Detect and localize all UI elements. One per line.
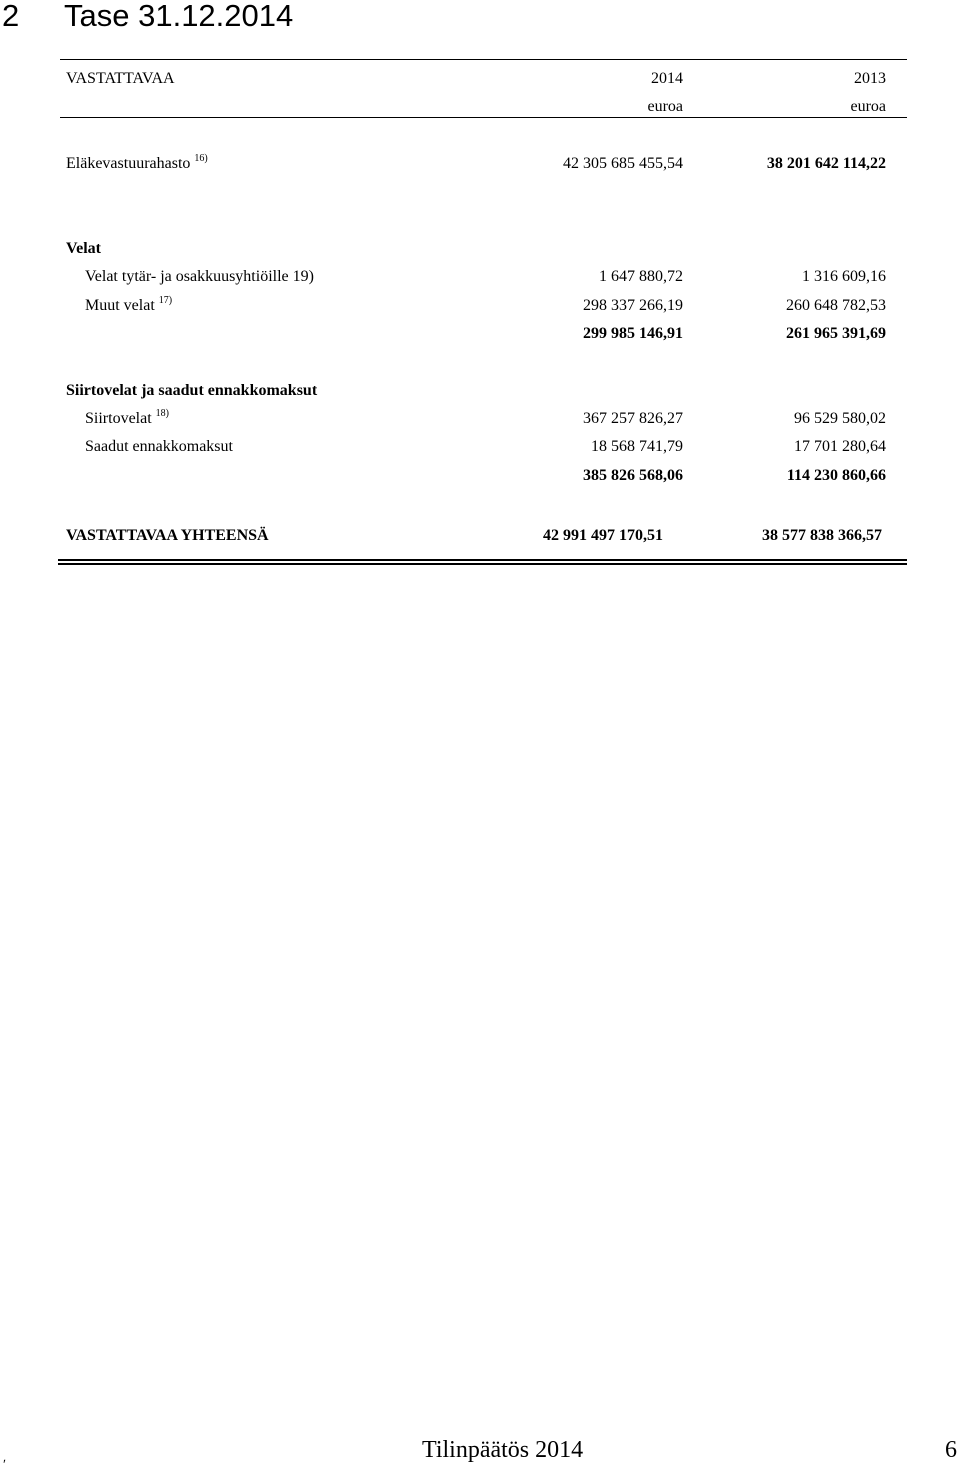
footnote-ref: 16) (194, 153, 208, 164)
velat-row2-2013: 260 648 782,53 (786, 297, 886, 314)
section-heading (2, 0, 293, 34)
velat-row2-text: Muut velat (85, 297, 155, 314)
velat-row1-2014: 1 647 880,72 (599, 268, 683, 285)
pension-fund-text: Eläkevastuurahasto (66, 155, 191, 172)
siirto-total-2014: 385 826 568,06 (583, 467, 683, 484)
footer-title: Tilinpäätös 2014 (422, 1437, 584, 1463)
pension-fund-2014: 42 305 685 455,54 (563, 155, 683, 172)
table-top-rule (60, 59, 907, 60)
velat-total-2014: 299 985 146,91 (583, 325, 683, 342)
siirto-row2-2013: 17 701 280,64 (794, 438, 886, 455)
double-rule-bottom (58, 563, 907, 565)
siirto-row1-2013: 96 529 580,02 (794, 410, 886, 427)
grand-total-label: VASTATTAVAA YHTEENSÄ (66, 527, 269, 544)
table-title: VASTATTAVAA (66, 70, 175, 87)
footnote-ref: 17) (158, 295, 173, 306)
siirto-row2-label: Saadut ennakkomaksut (85, 438, 233, 455)
siirto-row1-label (85, 410, 169, 428)
siirto-row2-2014: 18 568 741,79 (591, 438, 683, 455)
siirto-row1-text: Siirtovelat (85, 410, 152, 427)
velat-heading: Velat (66, 240, 101, 257)
siirto-total-2013: 114 230 860,66 (786, 467, 886, 484)
col-2013-unit: euroa (850, 98, 886, 115)
grand-total-2014: 42 991 497 170,51 (543, 527, 663, 544)
col-2014-year: 2014 (651, 70, 683, 87)
pension-fund-2013: 38 201 642 114,22 (766, 155, 886, 172)
header-rule (60, 117, 907, 118)
velat-total-2013: 261 965 391,69 (786, 325, 886, 342)
grand-total-2013: 38 577 838 366,57 (762, 527, 882, 544)
velat-row1-label: Velat tytär- ja osakkuusyhtiöille 19) (85, 268, 314, 285)
col-2013-year: 2013 (854, 70, 886, 87)
siirto-row1-2014: 367 257 826,27 (583, 410, 683, 427)
page-number: 6 (945, 1437, 957, 1463)
velat-row2-label (85, 297, 172, 315)
section-title: Tase 31.12.2014 (64, 0, 294, 33)
corner-mark: ʹ (3, 1458, 7, 1473)
siirto-heading: Siirtovelat ja saadut ennakkomaksut (66, 382, 318, 399)
section-number: 2 (2, 0, 20, 33)
velat-row2-2014: 298 337 266,19 (583, 297, 683, 314)
footnote-ref: 18) (155, 408, 169, 419)
velat-row1-2013: 1 316 609,16 (802, 268, 886, 285)
pension-fund-label (66, 155, 208, 173)
col-2014-unit: euroa (647, 98, 683, 115)
double-rule-top (58, 559, 907, 561)
